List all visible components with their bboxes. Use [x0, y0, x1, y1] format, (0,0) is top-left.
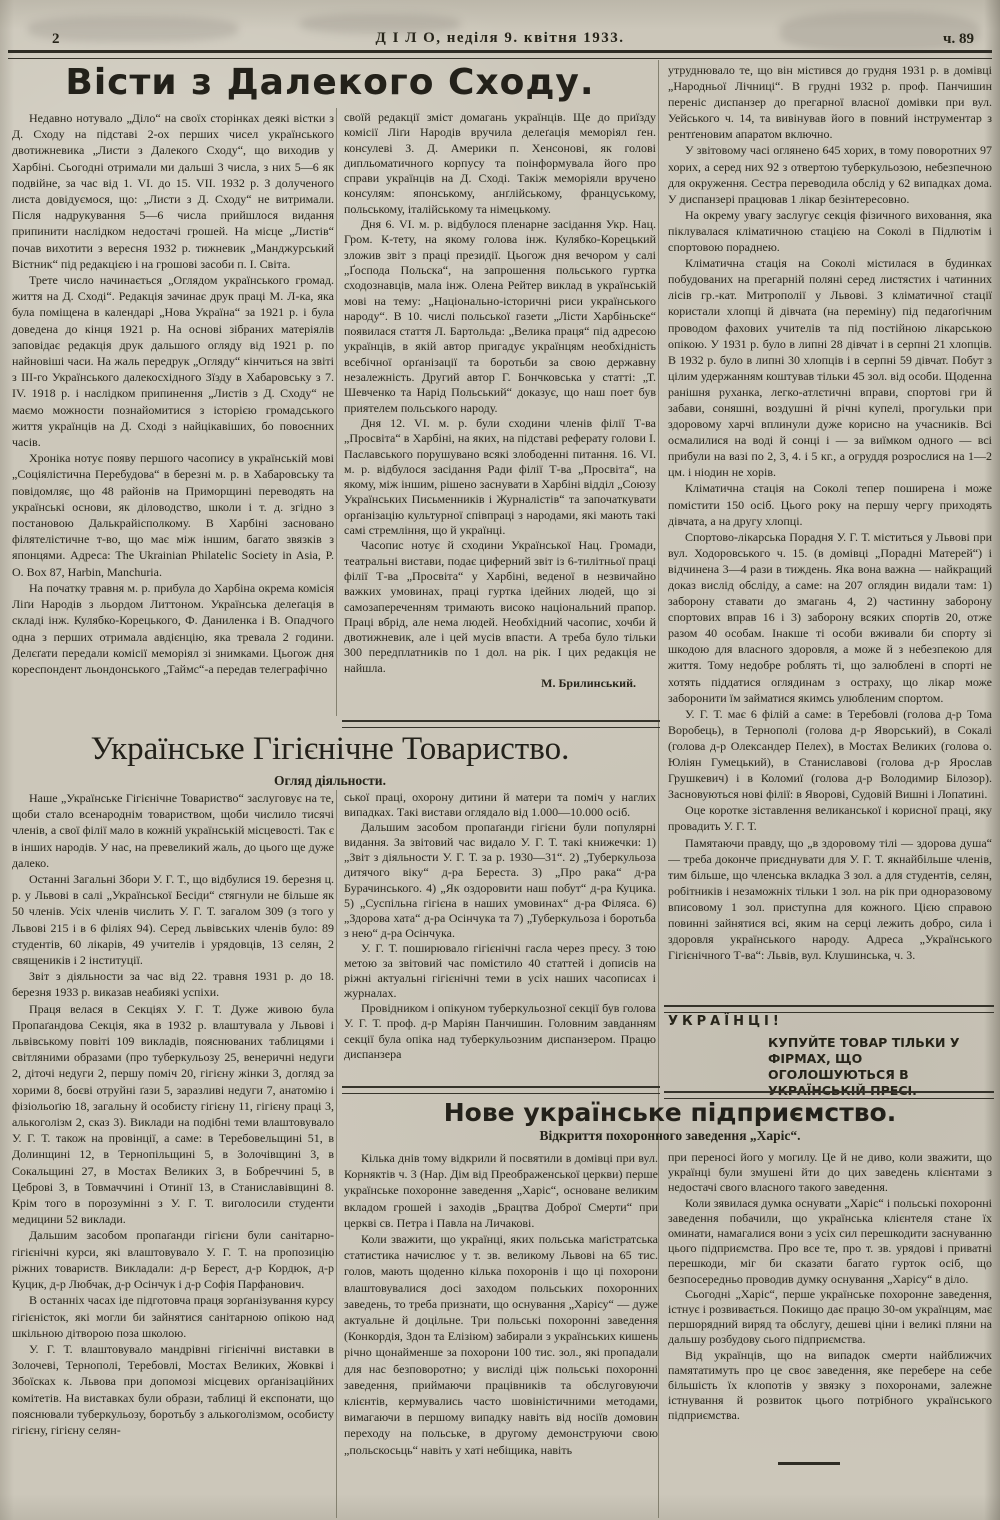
- section-rule: [342, 720, 660, 728]
- article-kharis-subtitle: Відкриття похоронного заведення „Харіс“.: [539, 1128, 801, 1143]
- paragraph: при переносі його у могилу. Це й не диво, коли зважити, що українці були змушені йти до цих заведень клієнтами з недостачі свого власного такого заведення.: [668, 1150, 992, 1195]
- article-far-east-column-2: [344, 110, 656, 718]
- paragraph: Часопис нотує й сходини Української Нац. Громади, театральні вистави, подає циферний звіт із 6-тилітньої праці філії Т-ва „Просвіта“ у Харбіні, веденої в незвичайно важких умовинах, праці гуртка ідейних людей, що зі самозапереченням тримають високо національний прапор. Праці вбрід, але нема людей. Необхідний часопис, хочби й двотижневик, але і цей мусів впасти. А треба було тільки 300 передплатників по 1 дол. на рік. І цих редакція не найшла.: [344, 538, 656, 675]
- paragraph: Провідником і опікуном туберкульозної секції був голова У. Г. Т. проф. д-р Маріян Панчишин. Головним завданням секції була опіка над туберкульозним диспанзером. Працю диспанзера: [344, 1001, 656, 1061]
- article-hygiene-column-3: [668, 62, 992, 1004]
- paragraph: У. Г. Т. має 6 філій а саме: в Теребовлі (голова д-р Тома Воробець), в Тернополі (голова д-р Яворський), в Сокалі (голова д-р Олександер Пелех), в Мостах Великих (голова о. Юліян Гумецький), в Станиславові (голова д-р Ярослав Грушкевич) і в Коломиї (голова д-р Володимир Білозор). Засновуються нові філії: в Яворові, Судовій Вишні і Лопатині.: [668, 706, 992, 802]
- article-hygiene-column-2: [344, 790, 656, 1084]
- notice-body: КУПУЙТЕ ТОВАР ТІЛЬКИ У ФІРМАХ, ЩО ОГОЛОШУЮТЬСЯ В УКРАЇНСЬКІЙ ПРЕСІ.: [768, 1035, 960, 1098]
- paragraph: Праця велася в Секціях У. Г. Т. Дуже живою була Пропаґандова Секція, яка в 1932 р. влаштувала у Львові і львівському повіті 109 викладів, пояснюваних таблицями і світляними образами (про туберкульозу 25, венеричні недуги 2, діточі недуги 2, першу поміч 20, гігієну жінки 3, догляд за хорими 8, боєві отруйні ґази 5, заразливі недуги 7, анатомію і фізіольоґію 18, загальну й особисту гігієну 11, гігієну праці 3, алькоголізм 2, сказ 3). Виклади на подібні теми влаштовувало У. Г. Т. також на провінції, а саме: в Теребовельщині 51, в Долинщині 12, в Тернопільщині 5, в Золочівщині 3, в Сокальщині 27, в Мостах Великих 3, в Бобреччині 5, в Цеброві 3, в Товмаччині і Отинії 13, в Станиславівщині 8. Крім того в порозумінні з У. Г. Т. виголосили студенти медицини 52 виклади.: [12, 1001, 334, 1227]
- paragraph: Памятаючи правду, що „в здоровому тілі — здорова душа“ — треба доконче приєднувати для У. Г. Т. якнайбільше членів, тим більше, що членська вкладка 3 зол. а для студентів, селян, робітників і незаможніх тільки 1 зол. на рік при одноразовому вписовому 1 зол. приступна для кожного. Цією справою повинні зайнятися всі, яким на серці лежить добро, сила і здоровля українського народу. Адреса „Українського Гігієнічного Т-ва“: Львів, вул. Клушинська, ч. 3.: [668, 835, 992, 963]
- section-rule: [342, 1086, 660, 1094]
- paragraph: Дня 12. VI. м. р. були сходини членів філії Т-ва „Просвіта“ в Харбіні, на яких, на підставі реферату голови І. Паславського порушувано всякі злободенні питання. 16. VI. м. р. відбулося засідання Ради філії Т-ва „Просвіта“, на якому, між іншим, рішено заснувати в Харбіні відділ „Союзу Українських Письменників і Журналістів“ та започаткувати орґанізацію культурної співпраці з народами, які мають такі самі стремління, що й українці.: [344, 415, 656, 538]
- paragraph: Звіт з діяльности за час від 22. травня 1931 р. до 18. березня 1933 р. виказав неабиякі успіхи.: [12, 969, 334, 1000]
- column-divider: [336, 108, 337, 716]
- paragraph: У. Г. Т. поширювало гігієнічні гасла через пресу. З тою метою за звітовий час помістило 40 статтей і дописів на ріжні актуальні гігієнічні теми в усіх наших часописах і журналах.: [344, 940, 656, 1001]
- paragraph: Кліматична стація на Соколі містилася в будинках побудованих на прегарній поляні серед листястих і чатинних лісів гр.-кат. Митрополії у Львові. З кліматичної стації користали хлопці й дівчата (на переміну) під педаґоґічним проводом фахових учителів та під постійною лікарською опікою. У 1931 р. було в липні 28 дівчат і в серпні 21 хлопців. В 1932 р. було в липні 30 хлопців і в серпні 59 дівчат. Побут з цілим удержанням коштував тільки 45 зол. від особи. Щоденна ранішня руханка, легко-атлєтичні вправи, спортові гри й забави, соняшні, воздушні й річні купелі, прогульки при здоровому харчі вплинули дуже корисно на учасників. Всі осмалилися на воді й сонці і — за виїмком одного — всі прибули на вазі по 2, 3, 4. і 5 кг., а огруддя розрослися на 1—2 цм. і ніодин не хорів.: [668, 256, 992, 480]
- paragraph: Кліматична стація на Соколі тепер поширена і може помістити 150 осіб. Цього року на першу чергу приходять дівчата, а на другу хлопці.: [668, 481, 992, 528]
- article-kharis-column-1: [344, 1150, 658, 1518]
- paragraph: утруднювало те, що він містився до грудня 1931 р. в домівці „Народньої Лічниці“. В грудні 1932 р. проф. Панчишин переніс диспанзер до прегарної власної домівки при вул. Уейського ч. 14, та вивінував його в повний інструментар з рентґеновим апаратом включно.: [668, 63, 992, 142]
- paragraph: Трете число начинається „Оглядом українського громад. життя на Д. Сході“. Редакція зачинає друк праці М. Л-ка, яка була поміщена в календарі „Нова Україна“ за 1921 р. і була доведена до кінця 1921 р. На основі зібраних матеріялів заповідає редакція друк дальшого огляду від 1921 р. по найновіші часи. На жаль передрук „Огляду“ кінчиться на звіті з ІІІ-го Українського далекосхідного Зїзду в Хабаровську з 7. IV. 1918 р. і наслідком припинення „Листів з Д. Сходу“ не маємо можности познайомитися з історією громадського життя українців на Д. Сході з найцікавіших, бо повоєнних часів.: [12, 273, 334, 450]
- paragraph: Кілька днів тому відкрили й посвятили в домівці при вул. Корняктів ч. 3 (Нар. Дім від Преображенської церкви) перше українське похоронне заведення „Харіс“, основане великим вкладом грошей і заходів „Брацтва Доброї Смерти“ при церкві св. Петра і Павла на Личакові.: [344, 1151, 658, 1230]
- column-divider: [658, 60, 659, 1518]
- paragraph: ської праці, охорону дитини й матери та поміч у наглих випадках. Такі вистави оглядало від 1.000—10.000 осіб.: [344, 790, 656, 820]
- paragraph: Спортово-лікарська Порадня У. Г. Т. міститься у Львові при вул. Ходоровського ч. 15. (в домівці „Порадні Матерей“) і відчинена 3—4 рази в тиждень. Яка вона важна — найкращий доказ вислід обсліду, а саме: на 207 оглядин видали там: 1) заборону ставати до змагань 4, 2) частинну заборону спортових вправ 16 і 3) заборону всяких спортів 20, отже разом 40 особам. Інакше ті особи вживали би спорту зі шкодою для власного здоровля, а може й з небезпекою для життя. Тому недобре роблять ті, що залюблені в спорті не хотять піддатися оглядинам з остраху, що лікар може заборонити їм займатися якимсь улюбленим спортом.: [668, 529, 992, 705]
- masthead: Д І Л О, неділя 9. квітня 1933.: [375, 30, 625, 46]
- paragraph: Коли зважити, що українці, яких польська маґістратська статистика начислює у т. зв. великому Львові на 65 тис. голов, мають щоденно кілька похоронів і що ці похорони влаштовувалися досі заходом польських похоронних заведень, то треба признати, що оснування „Харісу“ — дуже актуальне й доцільне. Три польські похоронні заведення (Конкордія, Здон та Елізіюм) забирали з українських кишень річно щонайменше за похорони 100 тис. зол., які пропадали для нас безповоротно; у висліді ціж польські похоронні заведення, приймаючи працівників та обслуговуючи клієнтів, кермувались часто шовіністичними методами, вимагаючи в першому випадку навіть від носіїв домовин переходу на польське, в другому демонструючи свою „польскосьць“ навіть у хаті небіщика, навіть: [344, 1232, 658, 1457]
- paragraph: Хроніка нотує появу першого часопису в українській мові „Соціялістична Перебудова“ в березні м. р. в Хабаровську та повідомляє, що 48 районів на Приморщині переводять на українські основи, як діловодство, школи і т. д. згідно з постановою Далькрайісполкому. В Харбіні засновано філятелістичне т-во, що має між іншим, багато звязків з японцями. Адреса: The Ukrainian Philatelic Society in Asia, P. O. Box 87, Harbin, Manchuria.: [12, 451, 334, 579]
- paragraph: Останні Загальні Збори У. Г. Т., що відбулися 19. березня ц. р. у Львові в салі „Української Бесіди“ стягнули не більше як 50 членів. Усіх членів числить У. Г. Т. загалом 309 (з того у Львові 215 і в 6 філіях 94). Серед львівських членів було: 89 студентів, 60 лікарів, 49 учителів і урядовців, 13 селян, 2 священиків і 2 інституції.: [12, 872, 334, 968]
- notice-box: [668, 1014, 992, 1099]
- paragraph: Дня 6. VI. м. р. відбулося пленарне засідання Укр. Нац. Гром. К-тету, на якому голова інж. Кулябко-Корецький зложив звіт з праці президії. Цьогож дня вечором у салі „Ґоспода Польска“, на запрошення польського гуртка сходознавців, мала інж. Олена Рейтер виклад в українській мові на тему: „Національно-історичні риси українського народу“. В 10. числі польської газети „Лісти Харбіньске“ появилася стаття Л. Бартольда: „Велика праця“ під адресою українців, в якій автор пригадує українцям необхідність всебічної орґанізації та боротьби за свою державну незалежність. Другий автор Г. Бончковська у статті: „Т. Шевченко та Нарід Польський“ доказує, що наш поет був приятелем польського народу.: [344, 217, 656, 415]
- paragraph: На окрему увагу заслугує секція фізичного виховання, яка піклувалася кліматичною стацією на Соколі в Підлютім і спортовою пораднею.: [668, 207, 992, 255]
- article-end-rule: [778, 1462, 840, 1465]
- paragraph: своїй редакції зміст домагань українців. Ще до приїзду комісії Ліґи Народів вручила делеґація меморіял ґен. консулеві З. Д. Америки п. Хенсонові, як голові дипльоматичного корпусу та поінформувала його про справи українців на Д. Сході. Такіж меморіяли вручено консулям: японському, анґлійському, француському, польському, італійському та німецькому.: [344, 110, 656, 216]
- paragraph: На початку травня м. р. прибула до Харбіна окрема комісія Ліґи Народів з льордом Литтоном. Українська делеґація в складі інж. Кулябко-Корецького, Ф. Даниленка і В. Опадчого одна з перших отримала авдієнцію, яка тревала 2 години. Делєґати передали комісії меморіял зі знимками. Цьогож дня кореспондент льондонського „Таймс“-а передав телеграфічно: [12, 580, 334, 676]
- paragraph: В останніх часах іде підготовча праця зорґанізування курсу гігієністок, які могли би зайнятися санітарною опікою над шкільною дітворою поза школою.: [12, 1293, 334, 1340]
- notice-title: УКРАЇНЦІ!: [668, 1014, 783, 1029]
- paragraph: Дальшим засобом пропаґанди гігієни були санітарно-гігієнічні курси, які влаштовувало У. Г. Т. на пропозицію ріжних товариств. Викладали: д-р Берест, д-р Кордюк, д-р Куцик, д-р Любчак, д-р Осінчук і д-р Софія Парфанович.: [12, 1228, 334, 1292]
- paragraph: Сьогодні „Харіс“, перше українське похоронне заведення, істнує і розвивається. Покищо дає працю 30-ом українцям, має першорядний виряд та обслугу, дешеві ціни і великі пляни на дальшу розбудову сього підприємства.: [668, 1286, 992, 1347]
- article-far-east-column-1: [12, 110, 334, 716]
- article-kharis-column-2: [668, 1150, 992, 1458]
- notice-rule-top: [664, 1005, 994, 1013]
- header-rule: [8, 50, 992, 59]
- paragraph: Наше „Українське Гігієнічне Товариство“ заслуговує на те, щоби стало всенароднім товариством, щоби числило тисячі членів, а свої філії мало в кожній українській місцевості. Так є в інших народів. У нас, на превеликий жаль, до цього ще дуже далеко.: [12, 791, 334, 870]
- paragraph: Дальшим засобом пропаґанди гігієни були популярні видання. За звітовий час видало У. Г. Т. такі книжечки: 1) „Звіт з діяльности У. Г. Т. за р. 1930—31“. 2) „Туберкульоза дитячого віку“ д-ра Береста. 3) „Про рака“ д-ра Бурачинського. 4) „Як оздоровити наш побут“ д-ра Куцика. 5) „Суспільна гігієна в наших умовинах“ д-ра Філяса. 6) „Здорова хата“ д-ра Осінчука та 7) „Туберкульоза і боротьба з нею“ д-ра Осінчука.: [344, 820, 656, 940]
- page-number: 2: [52, 31, 60, 47]
- article-hygiene-subtitle: Огляд діяльности.: [274, 773, 386, 788]
- article-hygiene-title: Українське Гігієнічне Товариство.: [90, 731, 570, 767]
- article-hygiene-column-1: [12, 790, 334, 1502]
- paragraph: У звітовому часі оглянено 645 хорих, в тому поворотних 97 хорих, а серед них 92 з отвертою туберкульозою, небезпечною для окруження. Сестра переводила обслід у 62 випадках дома. У диспанзері працював 1 лікар безінтересовно.: [668, 143, 992, 206]
- paragraph: Недавно нотувало „Діло“ на своїх сторінках деякі вістки з Д. Сходу на підставі 2-ох перших чисел українського двотижневика „Листи з Далекого Сходу“, що виходив у Харбіні. Сьогодні отримали ми дальші 3 числа, з них 5—6 як подвійне, за час від 1. VI. до 15. VII. 1932 р. З долученого листа довідуємося, що: „Листи з Д. Сходу“ не витримали. Після надрукування 5—6 числа прийшлося видання припинити наслідком недостачі грошей. На місце „Листів“ почав вихотити з вересня 1932 р. тижневик „Манджурський Вістник“ під редакцією і на грошові засоби п. І. Світа.: [12, 111, 334, 271]
- paragraph: Оце коротке зіставлення великанської і корисної праці, яку провадить У. Г. Т.: [668, 803, 992, 834]
- paragraph: Від українців, що на випадок смерти найближчих памятатимуть про це своє заведення, яке перебере на себе більшість їх клопотів у звязку з похоронами, залежне істнування й розвиток цього потрібного українського підприємства.: [668, 1347, 992, 1423]
- issue-number: ч. 89: [943, 31, 974, 47]
- paragraph: Коли зявилася думка оснувати „Харіс“ і польські похоронні заведення побачили, що українська клієнтеля стане їх оминати, намагалися вони з усіх сил перешкодити заснуванню цього підприємства. Про все те, про т. зв. урядові і приватні перешкоди, міг би сказати багато гурток осіб, що безпосередньо проводив думку оснування „Харісу“ в діло.: [668, 1195, 992, 1286]
- article-kharis-title: Нове українське підприємство.: [443, 1098, 897, 1127]
- article-far-east-title: Вісти з Далекого Сходу.: [65, 62, 595, 103]
- paragraph: У. Г. Т. влаштовувало мандрівні гігієнічні виставки в Золочеві, Тернополі, Теребовлі, Мостах Великих, Жовкві і Збоїсках к. Львова при допомозі місцевих орґанізаційних комітетів. На виставках були образи, таблиці й експонати, що пояснювали туберкульозу, боротьбу з алькоголізмом, особисту гігієну, гігієну селян-: [12, 1341, 334, 1437]
- column-divider: [336, 790, 337, 1518]
- author-signature: М. Брилинський.: [541, 675, 636, 690]
